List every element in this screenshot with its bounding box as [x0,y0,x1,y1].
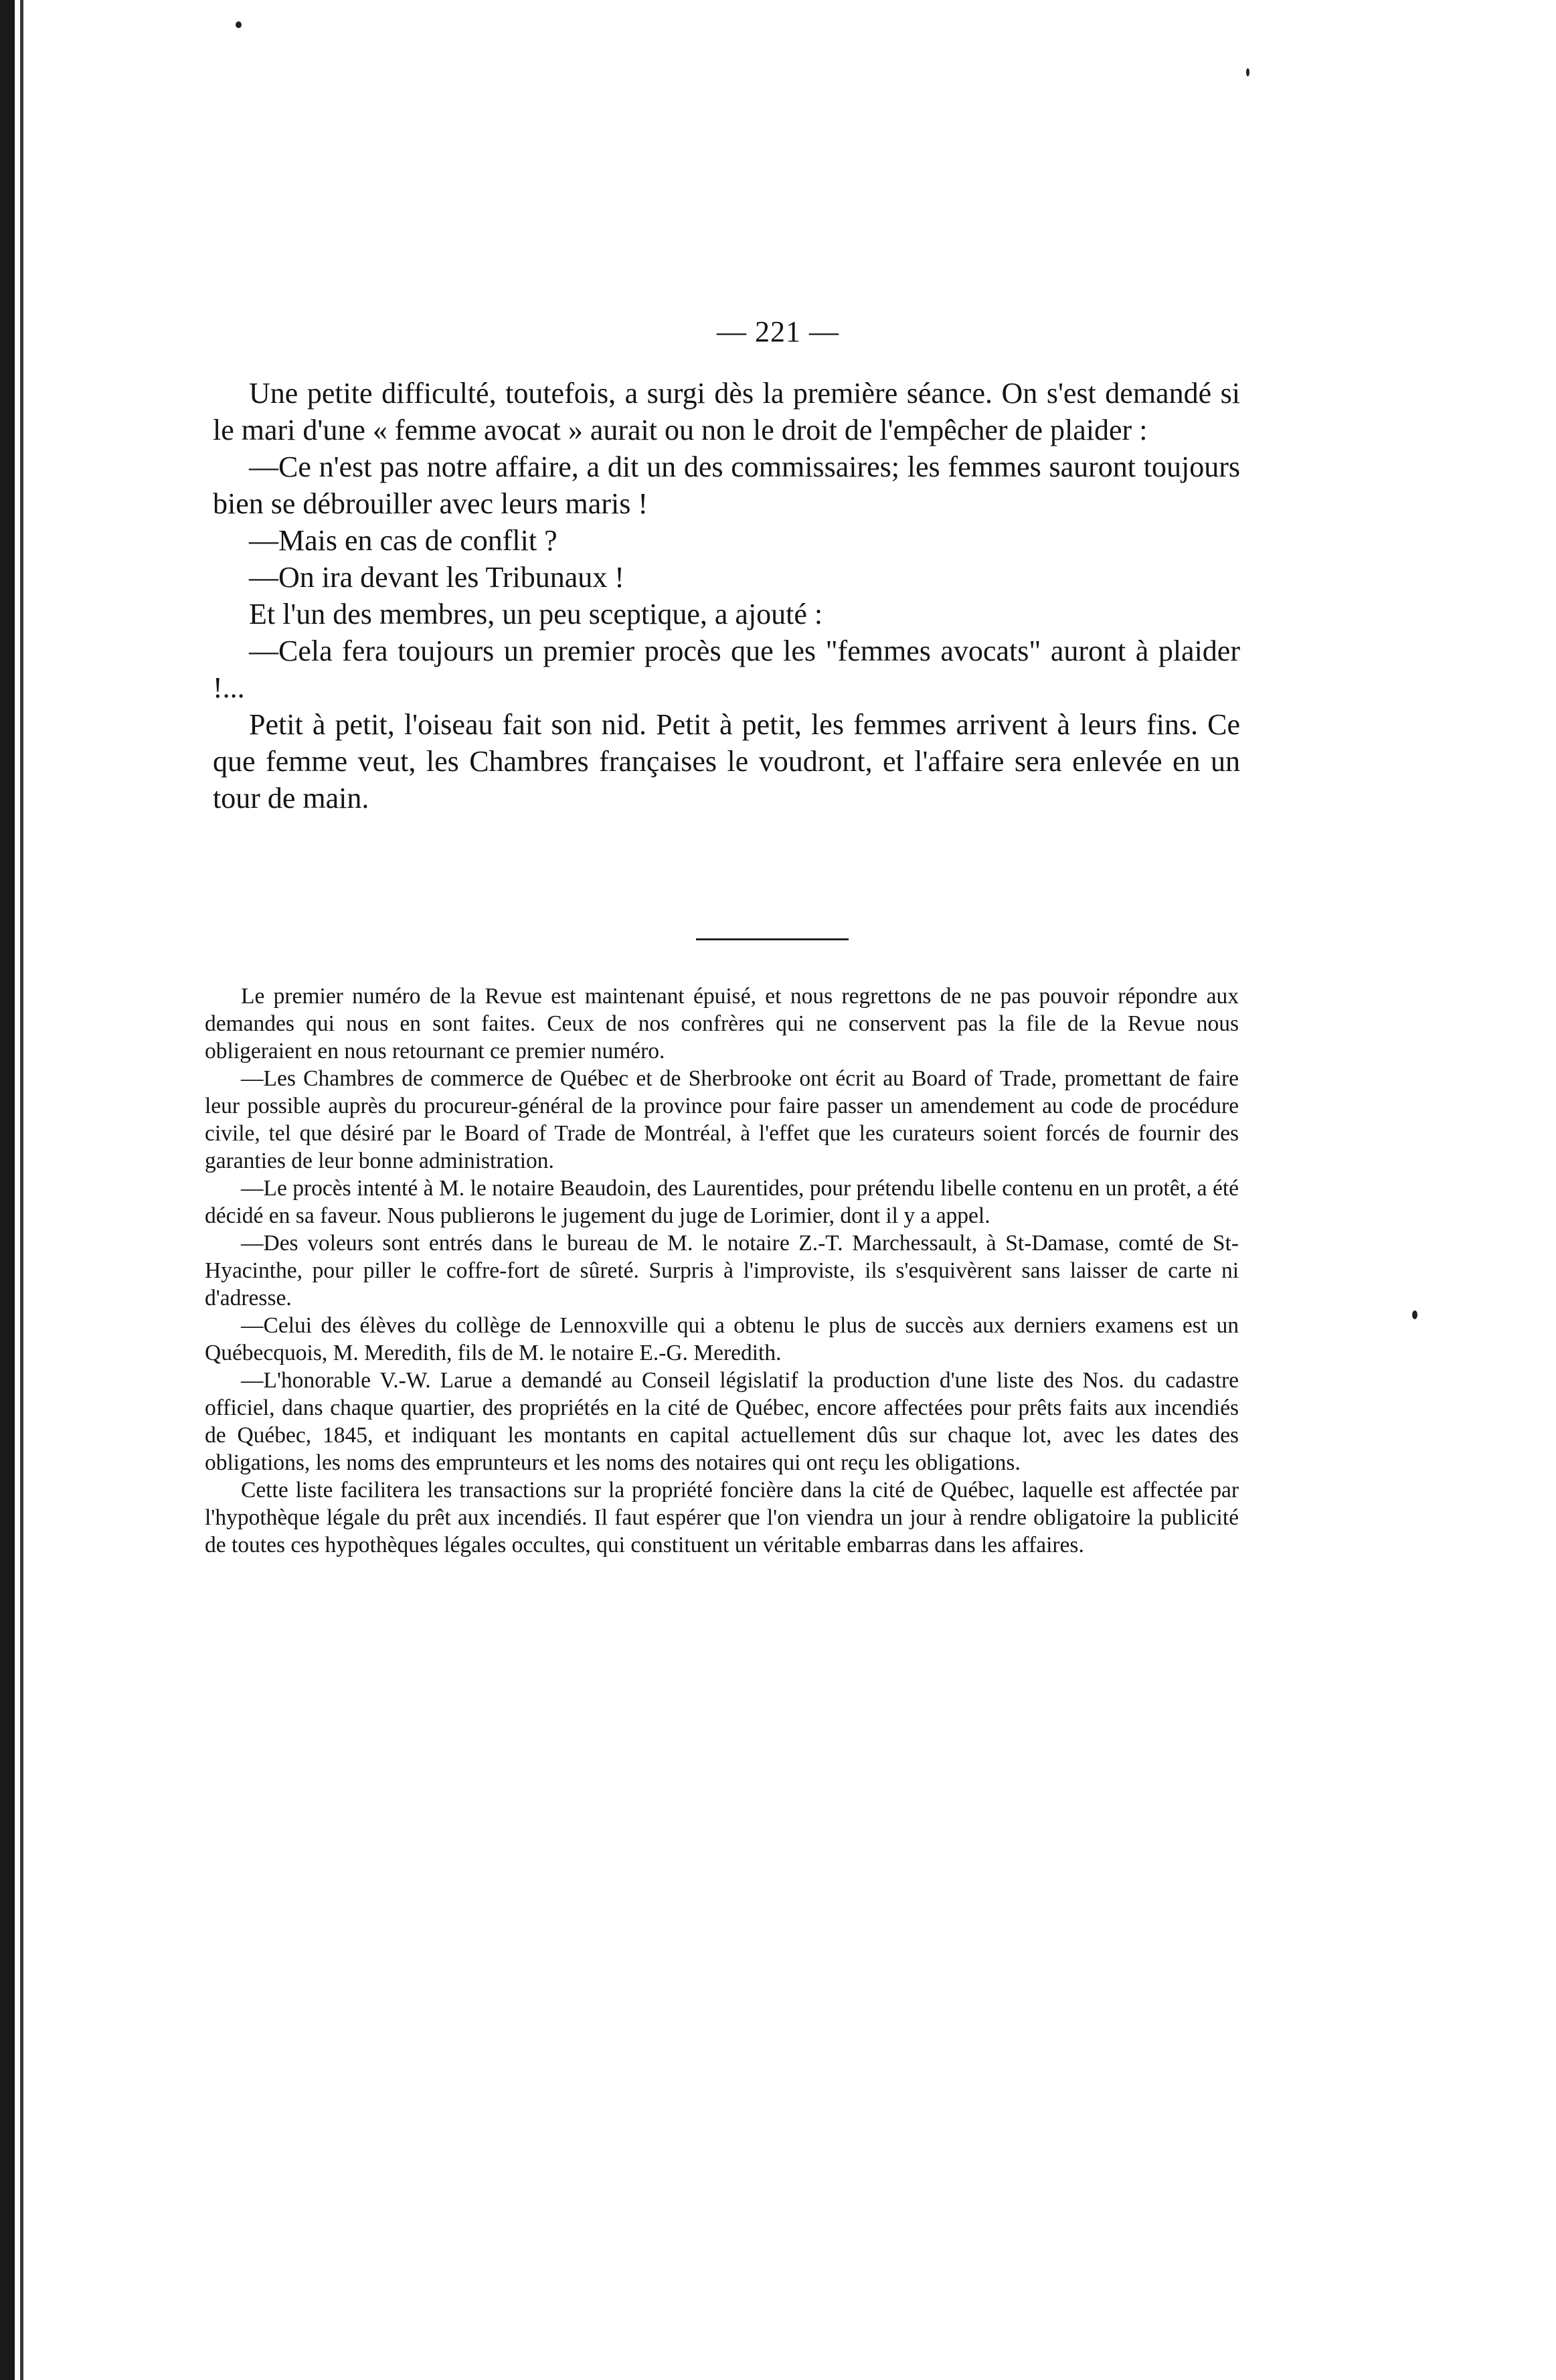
article-paragraph: —Cela fera toujours un premier procès que les "femmes avocats" auront à plaider !... [213,634,1240,704]
page-binding-shadow [20,0,23,2380]
section-divider [696,938,849,940]
note-paragraph: —Les Chambres de commerce de Québec et de Sherbrooke ont écrit au Board of Trade, promettant de faire leur possible auprès du procureur-général de la province pour faire passer un amendement au code de procédure civile, tel que désiré par le Board of Trade de Montréal, à l'effet que les curateurs soient forcés de fournir des garanties de leur bonne administration. [205,1066,1239,1173]
print-speck [236,21,242,28]
note-paragraph: Cette liste facilitera les transactions sur la propriété foncière dans la cité de Québec, laquelle est affectée par l'hypothèque légale du prêt aux incendiés. Il faut espérer que l'on viendra un jour à rendre obligatoire la publicité de toutes ces hypothèques légales occultes, qui constituent un véritable embarras dans les affaires. [205,1478,1239,1557]
page-binding-edge [0,0,15,2380]
note-paragraph: —Celui des élèves du collège de Lennoxville qui a obtenu le plus de succès aux derniers examens est un Québecquois, M. Meredith, fils de M. le notaire E.-G. Meredith. [205,1313,1239,1365]
note-paragraph: Le premier numéro de la Revue est maintenant épuisé, et nous regrettons de ne pas pouvoir répondre aux demandes qui nous en sont faites. Ceux de nos confrères qui ne conservent pas la file de la Revue nous obligeraient en nous retournant ce premier numéro. [205,984,1239,1064]
note-paragraph: —Des voleurs sont entrés dans le bureau de M. le notaire Z.-T. Marchessault, à St-Damase, comté de St-Hyacinthe, pour piller le coffre-fort de sûreté. Surpris à l'improviste, ils s'esquivèrent sans laisser de carte ni d'adresse. [205,1231,1239,1310]
article-paragraph: —On ira devant les Tribunaux ! [249,561,624,594]
article-paragraph: Petit à petit, l'oiseau fait son nid. Petit à petit, les femmes arrivent à leurs fins. Ce que femme veut, les Chambres françaises le voudront, et l'affaire sera enlevée en un tour de main. [213,708,1240,815]
article-paragraph: Une petite difficulté, toutefois, a surgi dès la première séance. On s'est demandé si le mari d'une « femme avocat » aurait ou non le droit de l'empêcher de plaider : [213,377,1240,446]
news-notes [205,983,1239,1559]
article-paragraph: —Ce n'est pas notre affaire, a dit un des commissaires; les femmes sauront toujours bien se débrouiller avec leurs maris ! [213,450,1240,520]
main-article [213,375,1240,817]
print-speck [1412,1310,1417,1319]
page-number: — 221 — [717,315,839,348]
note-paragraph: —Le procès intenté à M. le notaire Beaudoin, des Laurentides, pour prétendu libelle contenu en un protêt, a été décidé en sa faveur. Nous publierons le jugement du juge de Lorimier, dont il y a appel. [205,1176,1239,1228]
print-speck [1246,68,1249,76]
article-paragraph: —Mais en cas de conflit ? [249,524,557,557]
article-paragraph: Et l'un des membres, un peu sceptique, a ajouté : [249,598,823,630]
note-paragraph: —L'honorable V.-W. Larue a demandé au Conseil législatif la production d'une liste des Nos. du cadastre officiel, dans chaque quartier, des propriétés en la cité de Québec, encore affectées pour prêts faits aux incendiés de Québec, 1845, et indiquant les montants en capital actuellement dûs sur chaque lot, avec les dates des obligations, les noms des emprunteurs et les noms des notaires qui ont reçu les obligations. [205,1368,1239,1475]
